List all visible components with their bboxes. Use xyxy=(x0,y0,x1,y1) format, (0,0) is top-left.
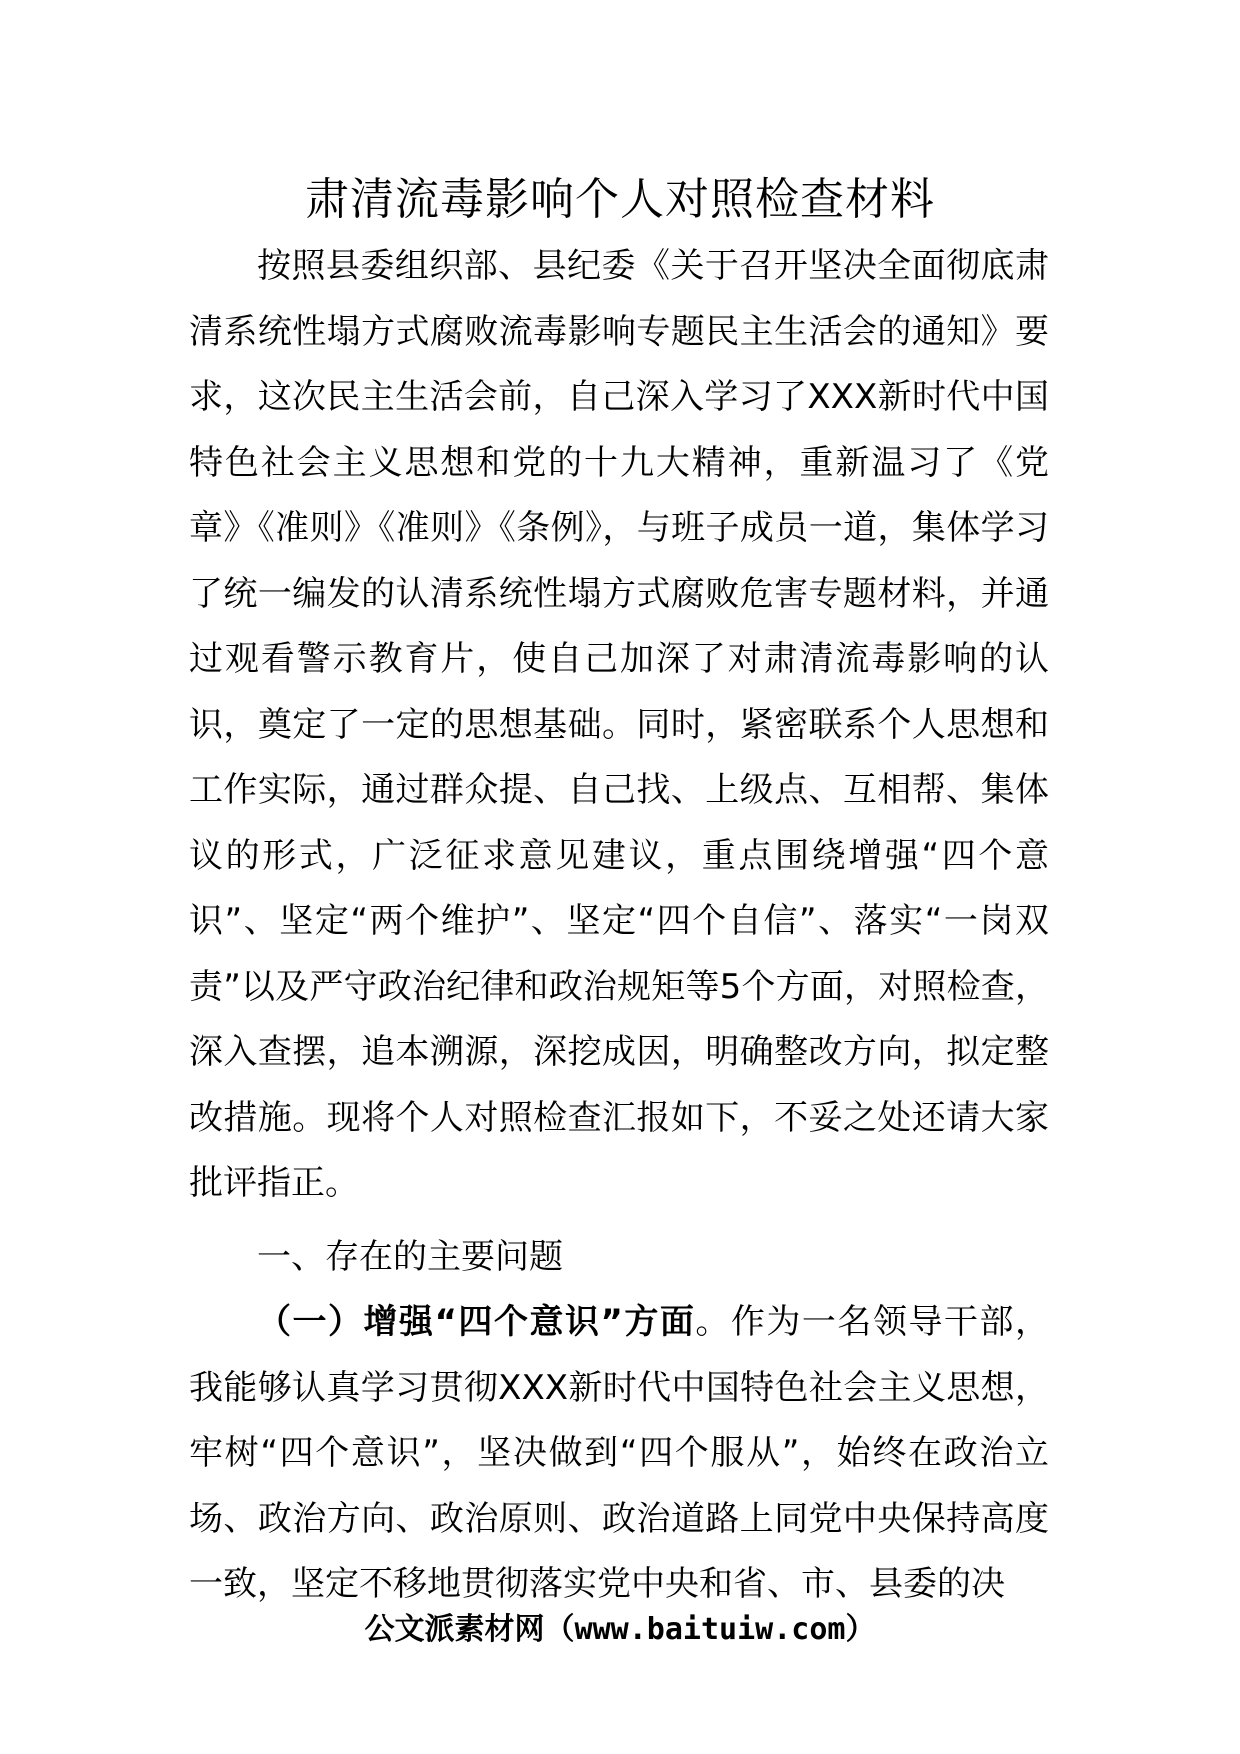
intro-paragraph: 按照县委组织部、县纪委《关于召开坚决全面彻底肃清系统性塌方式腐败流毒影响专题民主生活会的通知》要求，这次民主生活会前，自己深入学习了XXX新时代中国特色社会主义思想和党的十九大精神，重新温习了《党章》《准则》《准则》《条例》，与班子成员一道，集体学习了统一编发的认清系统性塌方式腐败危害专题材料，并通过观看警示教育片，使自己加深了对肃清流毒影响的认识，奠定了一定的思想基础。同时，紧密联系个人思想和工作实际，通过群众提、自己找、上级点、互相帮、集体议的形式，广泛征求意见建议，重点围绕增强“四个意识”、坚定“两个维护”、坚定“四个自信”、落实“一岗双责”以及严守政治纪律和政治规矩等5个方面，对照检查，深入查摆，追本溯源，深挖成因，明确整改方向，拟定整改措施。现将个人对照检查汇报如下，不妥之处还请大家批评指正。 xyxy=(189,246,1049,1203)
subsection-text: 。作为一名领导干部，我能够认真学习贯彻XXX新时代中国特色社会主义思想，牢树“四个意识”，坚决做到“四个服从”，始终在政治立场、政治方向、政治原则、政治道路上同党中央保持高度一致，坚定不移地贯彻落实党中央和省、市、县委的决 xyxy=(189,1302,1049,1604)
footer-site-name: 公文派素材网 xyxy=(364,1612,545,1647)
site-footer xyxy=(0,1610,1240,1650)
footer-site-url: （www.baituiw.com） xyxy=(544,1612,876,1647)
subsection-lead: （一）增强“四个意识”方面 xyxy=(257,1302,696,1342)
document-title: 肃清流毒影响个人对照检查材料 xyxy=(305,174,935,225)
document-body xyxy=(189,234,1049,1618)
section-heading: 一、存在的主要问题 xyxy=(257,1236,563,1277)
subsection-paragraph xyxy=(189,1290,1049,1618)
